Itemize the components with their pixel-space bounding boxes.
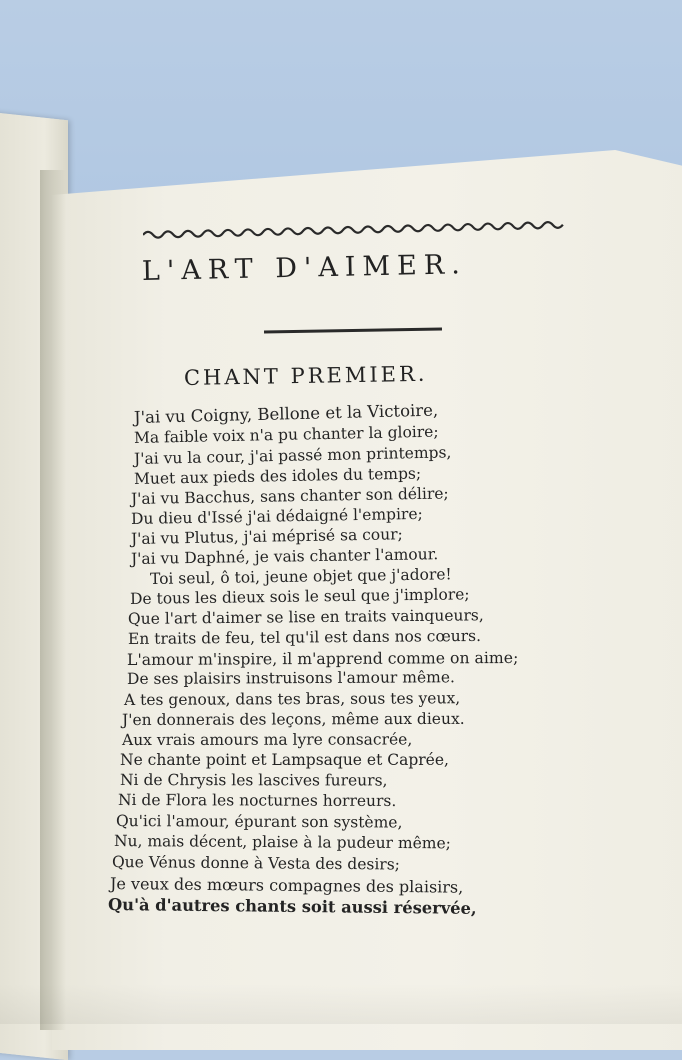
verse-line: En traits de feu, tel qu'il est dans nos cœurs. xyxy=(127,626,482,648)
verse-line: J'ai vu Daphné, je vais chanter l'amour. xyxy=(130,545,439,568)
verse-line: J'en donnerais des leçons, même aux dieux. xyxy=(121,709,465,729)
verse-line: De ses plaisirs instruisons l'amour même. xyxy=(126,668,455,688)
verse-line: De tous les dieux sois le seul que j'implore; xyxy=(129,585,470,608)
verse-line: Ni de Flora les nocturnes horreurs. xyxy=(117,791,397,810)
chant-heading: CHANT PREMIER. xyxy=(183,361,428,390)
book-gutter xyxy=(40,170,66,1030)
verse-line: Je veux des mœurs compagnes des plaisirs, xyxy=(109,874,464,897)
verse-line: Qu'ici l'amour, épurant son système, xyxy=(115,812,403,832)
verse-line: A tes genoux, dans tes bras, sous tes yeux, xyxy=(123,689,461,709)
verse-line: Aux vrais amours ma lyre consacrée, xyxy=(121,730,413,749)
verse-line: L'amour m'inspire, il m'apprend comme on aime; xyxy=(126,647,519,669)
verse-line: J'ai vu Coigny, Bellone et la Victoire, xyxy=(133,400,439,427)
page-title: L'ART D'AIMER. xyxy=(141,249,468,287)
verse-line: Du dieu d'Issé j'ai dédaigné l'empire; xyxy=(130,504,423,528)
page-shadow xyxy=(0,984,682,1024)
verse-line: Nu, mais décent, plaise à la pudeur même; xyxy=(113,832,451,853)
verse-line: Toi seul, ô toi, jeune objet que j'adore! xyxy=(149,565,452,588)
verse-line: Ne chante point et Lampsaque et Caprée, xyxy=(120,751,449,769)
verse-line: Ni de Chrysis les lascives fureurs, xyxy=(119,771,388,790)
verse-line: Qu'à d'autres chants soit aussi réservée, xyxy=(107,895,477,918)
verse-line: Que l'art d'aimer se lise en traits vainqueurs, xyxy=(127,606,484,628)
verse-line: Muet aux pieds des idoles du temps; xyxy=(133,464,422,488)
verse-line: J'ai vu Plutus, j'ai méprisé sa cour; xyxy=(130,525,403,548)
verse-line: J'ai vu la cour, j'ai passé mon printemps, xyxy=(133,443,452,468)
verse-line: Ma faible voix n'a pu chanter la gloire; xyxy=(133,422,439,447)
verse-line: J'ai vu Bacchus, sans chanter son délire; xyxy=(130,484,449,508)
verse-line: Que Vénus donne à Vesta des desirs; xyxy=(111,853,401,874)
